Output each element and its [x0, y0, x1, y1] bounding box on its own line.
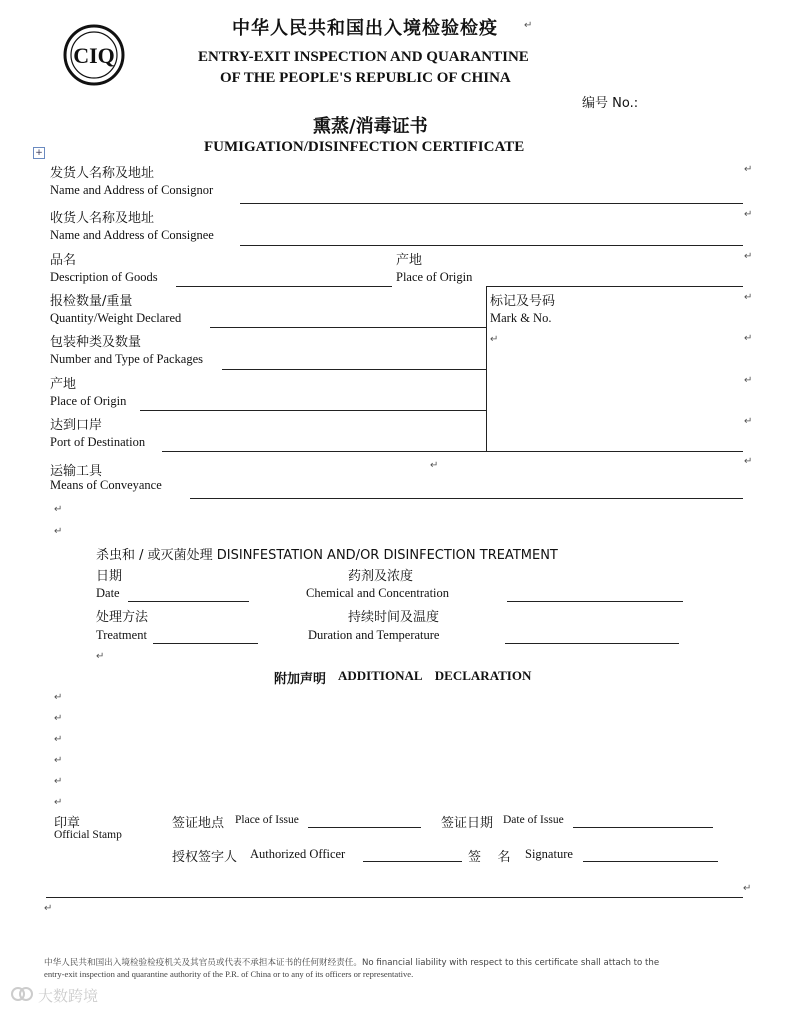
paragraph-mark: ↵	[744, 292, 753, 303]
header-en-line2: OF THE PEOPLE'S REPUBLIC OF CHINA	[220, 70, 511, 86]
treatment-date-line	[128, 601, 249, 602]
treatment-date-en: Date	[96, 586, 120, 600]
packages-line	[222, 369, 486, 370]
conveyance-cn: 运输工具	[50, 464, 103, 479]
treatment-duration-en: Duration and Temperature	[308, 628, 440, 642]
treatment-method-cn: 处理方法	[96, 610, 149, 625]
treatment-method-en: Treatment	[96, 628, 147, 642]
stamp-cn: 印章	[54, 816, 81, 831]
conveyance-line	[190, 498, 743, 499]
additional-heading-cn: 附加声明	[274, 672, 327, 687]
paragraph-mark: ↵	[54, 504, 63, 515]
consignor-cn: 发货人名称及地址	[50, 166, 155, 181]
paragraph-mark: ↵	[744, 209, 753, 220]
title-cn: 熏蒸/消毒证书	[313, 116, 428, 137]
number-label: 编号 No.:	[582, 96, 639, 111]
paragraph-mark: ↵	[54, 755, 63, 766]
origin1-cn: 产地	[396, 253, 423, 268]
place-of-issue-cn: 签证地点	[172, 816, 225, 831]
paragraph-mark: ↵	[54, 526, 63, 537]
paragraph-mark: ↵	[54, 734, 63, 745]
paragraph-mark: ↵	[524, 20, 533, 31]
paragraph-mark: ↵	[44, 903, 53, 914]
paragraph-mark: ↵	[744, 456, 753, 467]
treatment-date-cn: 日期	[96, 569, 123, 584]
ciq-logo	[63, 24, 125, 86]
quantity-en: Quantity/Weight Declared	[50, 311, 182, 325]
stamp-en: Official Stamp	[54, 829, 122, 841]
treatment-duration-line	[505, 643, 679, 644]
date-of-issue-en: Date of Issue	[503, 814, 564, 826]
marks-en: Mark & No.	[490, 311, 552, 325]
signature-line	[583, 861, 718, 862]
origin1-line	[486, 286, 743, 287]
officer-line	[363, 861, 462, 862]
title-en: FUMIGATION/DISINFECTION CERTIFICATE	[204, 139, 525, 155]
marks-divider	[486, 287, 487, 452]
marks-cn: 标记及号码	[490, 294, 556, 309]
consignee-en: Name and Address of Consignee	[50, 228, 214, 242]
paragraph-mark: ↵	[54, 776, 63, 787]
paragraph-mark: ↵	[54, 797, 63, 808]
packages-cn: 包装种类及数量	[50, 335, 142, 350]
logo-text: CIQ	[73, 43, 115, 68]
header-en-line1: ENTRY-EXIT INSPECTION AND QUARANTINE	[198, 49, 529, 65]
consignee-cn: 收货人名称及地址	[50, 211, 155, 226]
packages-en: Number and Type of Packages	[50, 352, 204, 366]
port-cn: 达到口岸	[50, 418, 103, 433]
quantity-cn: 报检数量/重量	[50, 294, 133, 309]
place-of-issue-en: Place of Issue	[235, 814, 299, 826]
goods-line	[176, 286, 392, 287]
goods-cn: 品名	[50, 253, 77, 268]
conveyance-en: Means of Conveyance	[50, 478, 162, 492]
paragraph-mark: ↵	[490, 334, 499, 345]
origin1-en: Place of Origin	[396, 270, 473, 284]
officer-en: Authorized Officer	[250, 847, 346, 861]
paragraph-mark: ↵	[744, 375, 753, 386]
treatment-method-line	[153, 643, 258, 644]
bottom-rule	[46, 897, 743, 898]
watermark-logo-icon	[10, 986, 34, 1002]
table-move-handle[interactable]: +	[33, 147, 45, 159]
paragraph-mark: ↵	[744, 333, 753, 344]
paragraph-mark: ↵	[96, 651, 105, 662]
footer-line2: entry-exit inspection and quarantine authority of the P.R. of China or to any of its officers or representative.	[44, 969, 414, 979]
footer-line1: 中华人民共和国出入境检验检疫机关及其官员或代表不承担本证书的任何财经责任。No financial liability with respect to this certificate shall attach to the	[44, 958, 660, 968]
treatment-chemical-line	[507, 601, 683, 602]
consignor-en: Name and Address of Consignor	[50, 183, 214, 197]
paragraph-mark: ↵	[54, 713, 63, 724]
quantity-line	[210, 327, 486, 328]
treatment-heading: 杀虫和 / 或灭菌处理 DISINFESTATION AND/OR DISINFECTION TREATMENT	[96, 548, 558, 563]
port-line	[162, 451, 743, 452]
officer-cn: 授权签字人	[172, 850, 238, 865]
goods-en: Description of Goods	[50, 270, 158, 284]
origin2-line	[140, 410, 486, 411]
place-of-issue-line	[308, 827, 421, 828]
consignor-line	[240, 203, 743, 204]
paragraph-mark: ↵	[430, 460, 439, 471]
paragraph-mark: ↵	[54, 692, 63, 703]
date-of-issue-cn: 签证日期	[441, 816, 494, 831]
signature-cn: 签 名	[468, 850, 511, 865]
origin2-en: Place of Origin	[50, 394, 127, 408]
paragraph-mark: ↵	[743, 883, 752, 894]
header-cn-org: 中华人民共和国出入境检验检疫	[232, 18, 498, 39]
origin2-cn: 产地	[50, 377, 77, 392]
treatment-duration-cn: 持续时间及温度	[348, 610, 440, 625]
port-en: Port of Destination	[50, 435, 146, 449]
paragraph-mark: ↵	[744, 416, 753, 427]
signature-en: Signature	[525, 847, 573, 861]
additional-heading-en: ADDITIONAL DECLARATION	[338, 668, 532, 683]
treatment-chemical-en: Chemical and Concentration	[306, 586, 450, 600]
date-of-issue-line	[573, 827, 713, 828]
paragraph-mark: ↵	[744, 251, 753, 262]
consignee-line	[240, 245, 743, 246]
treatment-chemical-cn: 药剂及浓度	[348, 569, 414, 584]
watermark-text: 大数跨境	[38, 987, 99, 1005]
paragraph-mark: ↵	[744, 164, 753, 175]
